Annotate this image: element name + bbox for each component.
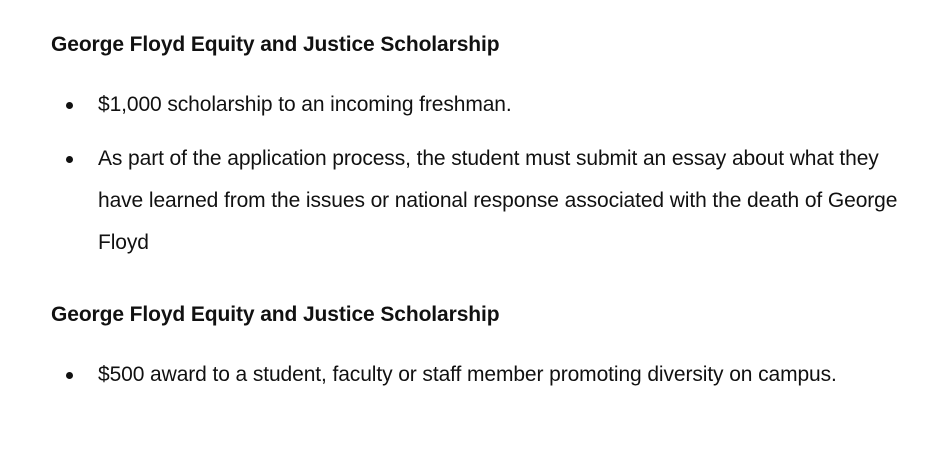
list-item xyxy=(0,84,946,126)
list-item-text: $1,000 scholarship to an incoming freshman. xyxy=(98,93,512,116)
bullet-list xyxy=(0,354,946,396)
bullet-icon xyxy=(66,372,73,379)
list-item xyxy=(0,354,946,396)
bullet-list xyxy=(0,84,946,264)
list-item-text: $500 award to a student, faculty or staff member promoting diversity on campus. xyxy=(98,363,837,386)
bullet-icon xyxy=(66,102,73,109)
section-heading: George Floyd Equity and Justice Scholarship xyxy=(51,33,500,56)
list-item-text: As part of the application process, the student must submit an essay about what they have learned from the issues or national response associated with the death of George Floyd xyxy=(98,147,898,254)
section-heading: George Floyd Equity and Justice Scholarship xyxy=(51,303,500,326)
list-item xyxy=(0,138,946,264)
bullet-icon xyxy=(66,156,73,163)
